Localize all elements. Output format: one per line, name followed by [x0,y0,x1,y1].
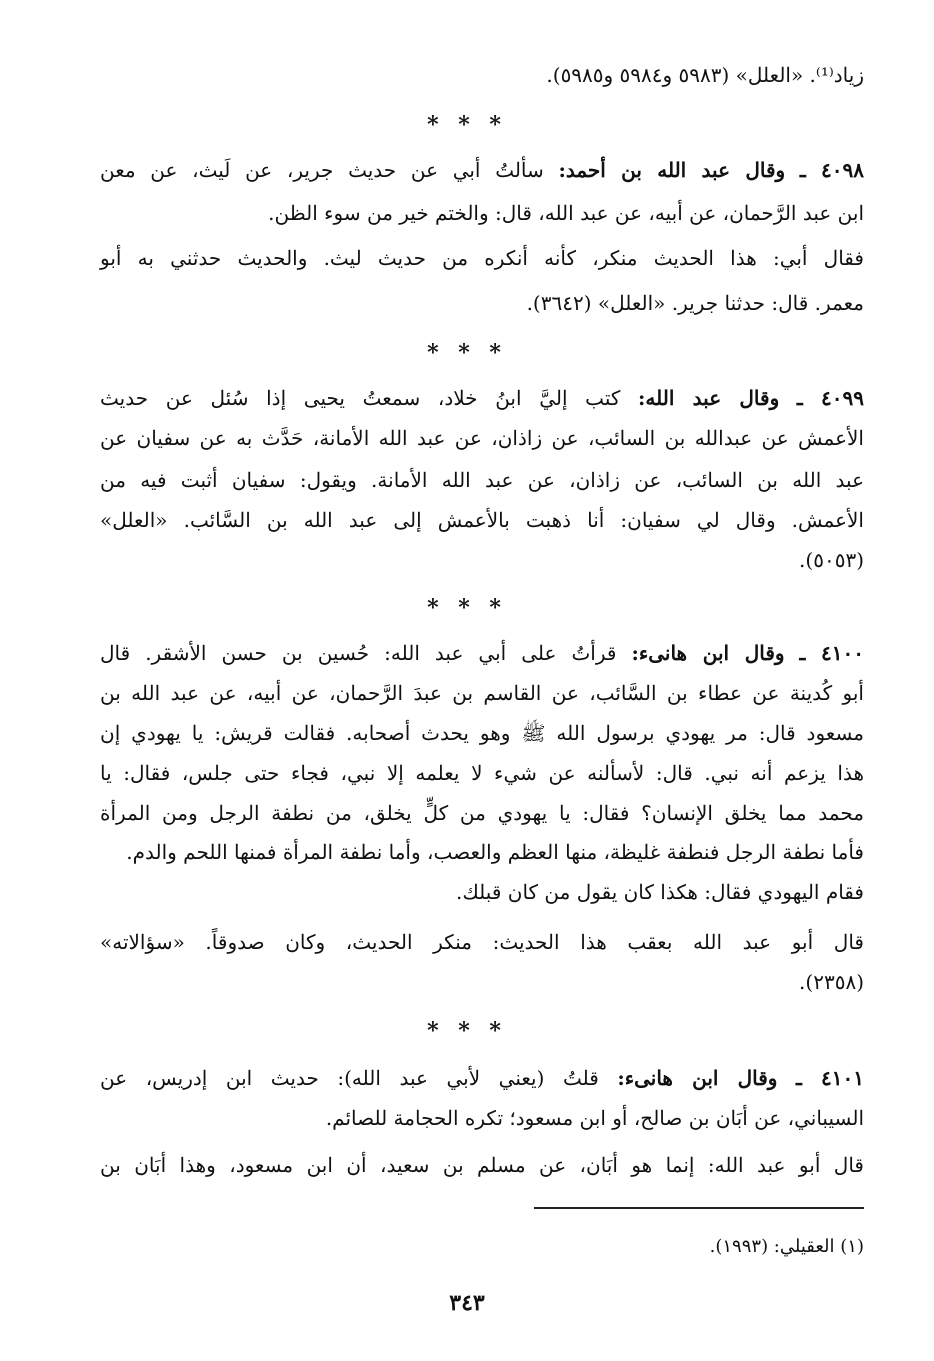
entry-text: كتب إليَّ ابنُ خلاد، سمعتُ يحيى إذا سُئل عن حديث [100,386,621,410]
entry-4099-line-1 [100,378,864,418]
entry-number: ٤٠٩٨ ـ [799,158,865,182]
text-line: الأعمش. وقال لي سفيان: أنا ذهبت بالأعمش إلى عبد الله بن السَّائب. «العلل» [100,508,864,532]
text-line: فقال أبي: هذا الحديث منكر، كأنه أنكره من حديث ليث. والحديث حدثني به أبو [100,246,864,270]
text-line: (٢٣٥٨). [799,970,864,994]
entry-number: ٤١٠١ ـ [796,1066,864,1090]
text-line: فقام اليهودي فقال: هكذا كان يقول من كان قبلك. [455,880,864,904]
page-number: ٣٤٣ [449,1290,485,1316]
entry-4101-line-1 [100,1058,864,1098]
entry-4100-line-1 [100,633,864,673]
section-separator: * * * [427,1018,507,1044]
text-line: معمر. قال: حدثنا جرير. «العلل» (٣٦٤٢). [526,291,864,315]
entry-speaker: وقال عبد الله بن أحمد: [558,158,786,182]
section-separator: * * * [427,112,507,138]
text-line: الأعمش عن عبدالله بن السائب، عن زاذان، عن عبد الله الأمانة، حَدَّث به عن سفيان عن [100,426,864,450]
section-separator: * * * [427,340,507,366]
footnote-rule [534,1207,864,1209]
text-line: قال أبو عبد الله: إنما هو أبَان، عن مسلم بن سعيد، أن ابن مسعود، وهذا أبَان بن [100,1153,864,1177]
text-line: أبو كُدينة عن عطاء بن السَّائب، عن القاسم بن عبدَ الرَّحمان، عن أبيه، عن عبد الله بن [100,681,864,705]
section-separator: * * * [427,595,507,621]
entry-speaker: وقال عبد الله: [638,386,780,410]
entry-speaker: وقال ابن هانىء: [617,1066,778,1090]
text-line: السيباني، عن أبَان بن صالح، أو ابن مسعود؛ تكره الحجامة للصائم. [325,1106,864,1130]
entry-text: قرأتُ على أبي عبد الله: حُسين بن حسن الأشقر. قال [100,641,617,665]
footnote: (١) العقيلي: (١٩٩٣). [709,1236,864,1257]
text-line: فأما نطفة الرجل فنطفة غليظة، منها العظم والعصب، وأما نطفة المرأة فمنها اللحم والدم. [126,840,864,864]
text-line: ابن عبد الرَّحمان، عن أبيه، عن عبد الله، قال: والختم خير من سوء الظن. [268,201,864,225]
entry-text: سألتُ أبي عن حديث جرير، عن لَيث، عن معن [100,158,544,182]
entry-number: ٤١٠٠ ـ [799,641,864,665]
entry-text: قلتُ (يعني لأبي عبد الله): حديث ابن إدريس، عن [100,1066,599,1090]
text-line: محمد مما يخلق الإنسان؟ فقال: يا يهودي من كلٍّ يخلق، من نطفة الرجل ومن المرأة [100,801,864,825]
text-line: هذا يزعم أنه نبي. قال: لأسألنه عن شيء لا يعلمه إلا نبي، فجاء حتى جلس، فقال: يا [100,761,864,785]
entry-speaker: وقال ابن هانىء: [631,641,785,665]
text-line: عبد الله بن السائب، عن زاذان، عن عبد الله الأمانة. ويقول: سفيان أثبت فيه من [100,468,864,492]
entry-number: ٤٠٩٩ ـ [796,386,864,410]
text-line: مسعود قال: مر يهودي برسول الله ﷺ وهو يحدث أصحابه. فقالت قريش: يا يهودي إن [100,721,864,745]
text-line: قال أبو عبد الله بعقب هذا الحديث: منكر الحديث، وكان صدوقاً. «سؤالاته» [100,930,864,954]
text-line: زياد⁽¹⁾. «العلل» (٥٩٨٣ و٥٩٨٤ و٥٩٨٥). [546,63,864,87]
entry-4098-line-1 [100,150,864,190]
text-line: (٥٠٥٣). [799,548,864,572]
